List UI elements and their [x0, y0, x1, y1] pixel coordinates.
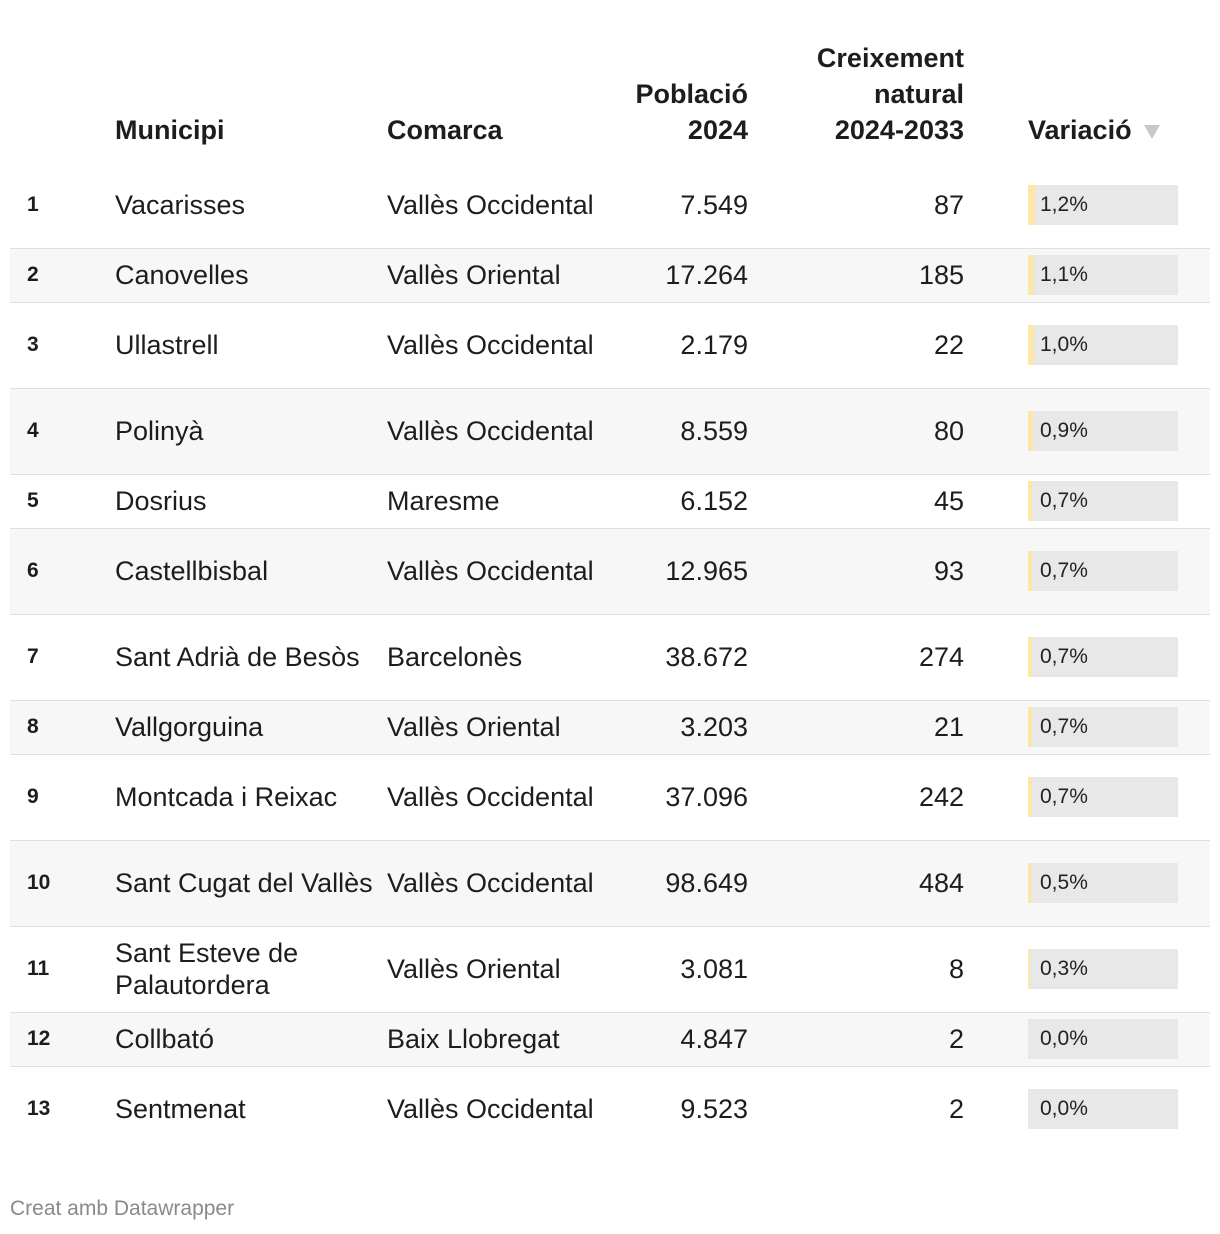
- variacio-cell: [964, 926, 1210, 1012]
- comarca-cell: Vallès Occidental: [387, 189, 594, 220]
- header-comarca[interactable]: Comarca: [387, 115, 503, 145]
- variacio-cell: [964, 528, 1210, 614]
- variacio-label: 0,0%: [1040, 1097, 1088, 1121]
- comarca-cell: Vallès Occidental: [387, 330, 594, 360]
- comarca-cell: Barcelonès: [387, 642, 523, 672]
- rank-cell: 3: [27, 333, 39, 356]
- poblacio-cell: 3.081: [680, 954, 748, 984]
- poblacio-cell: 2.179: [680, 330, 748, 360]
- municipi-cell: Collbató: [115, 1012, 387, 1066]
- variacio-bar-track: [1028, 1019, 1178, 1059]
- variacio-bar-track: [1028, 777, 1178, 817]
- variacio-cell: [964, 474, 1210, 528]
- variacio-bar-track: [1028, 637, 1178, 677]
- municipi-cell: Polinyà: [115, 388, 387, 474]
- variacio-bar-track: [1028, 185, 1178, 225]
- comarca-cell: Baix Llobregat: [387, 1012, 612, 1066]
- variacio-bar-track: [1028, 707, 1178, 747]
- footer-credit[interactable]: Creat amb Datawrapper: [10, 1197, 235, 1220]
- rank-cell: 5: [27, 489, 39, 512]
- variacio-bar-track: [1028, 551, 1178, 591]
- rank-cell: 2: [10, 248, 115, 302]
- table-body: [10, 162, 1210, 1152]
- variacio-cell: [964, 754, 1210, 840]
- creixement-cell: 80: [748, 388, 964, 474]
- variacio-label: 1,2%: [1040, 192, 1088, 216]
- variacio-bar: [1028, 777, 1032, 817]
- creixement-cell: 87: [933, 189, 964, 220]
- variacio-cell: [964, 388, 1210, 474]
- variacio-label: 0,7%: [1040, 785, 1088, 808]
- creixement-cell: 242: [918, 782, 964, 812]
- variacio-cell: [964, 162, 1210, 248]
- variacio-label: 1,1%: [1040, 263, 1088, 286]
- variacio-bar-track: [1028, 949, 1178, 989]
- variacio-cell: [964, 248, 1210, 302]
- variacio-cell: [964, 1066, 1210, 1152]
- variacio-cell: [964, 614, 1210, 700]
- municipi-cell: Sentmenat: [115, 1094, 246, 1125]
- creixement-cell: 21: [748, 700, 964, 754]
- poblacio-cell: 8.559: [612, 388, 748, 474]
- variacio-bar: [1028, 255, 1034, 295]
- creixement-cell: 93: [748, 528, 964, 614]
- variacio-bar: [1028, 551, 1032, 591]
- municipi-cell: Castellbisbal: [115, 528, 387, 614]
- rank-cell: 4: [10, 388, 115, 474]
- comarca-cell: Vallès Occidental: [387, 528, 612, 614]
- poblacio-cell: 12.965: [612, 528, 748, 614]
- table-row: [10, 700, 1210, 754]
- creixement-cell: 8: [948, 954, 964, 984]
- comarca-cell: Vallès Occidental: [387, 840, 612, 926]
- municipi-cell: Ullastrell: [115, 330, 219, 360]
- table-row: [10, 248, 1210, 302]
- municipi-cell: Vacarisses: [115, 189, 246, 220]
- header-creixement-line2: natural: [873, 79, 964, 109]
- variacio-bar-track: [1028, 481, 1178, 521]
- header-rank: [10, 40, 115, 162]
- rank-cell: 12: [10, 1012, 115, 1066]
- rank-cell: 7: [27, 645, 39, 668]
- comarca-cell: Vallès Oriental: [387, 954, 561, 984]
- creixement-cell: 2: [748, 1012, 964, 1066]
- variacio-bar: [1028, 637, 1032, 677]
- variacio-bar: [1028, 863, 1031, 903]
- rank-cell: 11: [27, 957, 50, 980]
- header-creixement[interactable]: [748, 40, 964, 162]
- comarca-cell: Vallès Occidental: [387, 782, 594, 812]
- table-row: [10, 1012, 1210, 1066]
- municipi-cell: Vallgorguina: [115, 700, 387, 754]
- comarca-cell: Vallès Occidental: [387, 1094, 594, 1125]
- rank-cell: 6: [10, 528, 115, 614]
- table-row: [10, 162, 1210, 248]
- variacio-cell: [964, 302, 1210, 388]
- variacio-label: 0,7%: [1040, 715, 1088, 738]
- variacio-label: 0,7%: [1040, 489, 1088, 512]
- rank-cell: 8: [10, 700, 115, 754]
- variacio-bar: [1028, 325, 1034, 365]
- creixement-cell: 484: [748, 840, 964, 926]
- rank-cell: 1: [27, 192, 39, 216]
- creixement-cell: 274: [918, 642, 964, 672]
- table-row: [10, 1066, 1210, 1152]
- poblacio-cell: 4.847: [612, 1012, 748, 1066]
- header-row: [10, 40, 1210, 162]
- variacio-bar: [1028, 481, 1032, 521]
- municipi-cell: Dosrius: [115, 486, 207, 516]
- municipi-cell: Montcada i Reixac: [115, 782, 338, 812]
- header-municipi[interactable]: Municipi: [115, 115, 225, 145]
- header-poblacio[interactable]: [612, 40, 748, 162]
- poblacio-cell: 37.096: [665, 782, 748, 812]
- poblacio-cell: 9.523: [680, 1094, 748, 1125]
- variacio-bar: [1028, 411, 1033, 451]
- variacio-label: 0,0%: [1040, 1027, 1088, 1050]
- table-row: [10, 754, 1210, 840]
- variacio-label: 0,3%: [1040, 957, 1088, 980]
- municipi-cell: Sant Cugat del Vallès: [115, 840, 387, 926]
- municipi-cell: Sant Adrià de Besòs: [115, 642, 360, 672]
- poblacio-cell: 98.649: [612, 840, 748, 926]
- header-poblacio-line2: 2024: [687, 115, 748, 145]
- creixement-cell: 22: [933, 330, 964, 360]
- header-creixement-line3: 2024-2033: [834, 115, 964, 145]
- creixement-cell: 2: [948, 1094, 964, 1125]
- variacio-label: 0,5%: [1040, 871, 1088, 894]
- variacio-cell: [964, 840, 1210, 926]
- variacio-bar-track: [1028, 863, 1178, 903]
- header-variacio-label: Variació: [1028, 115, 1132, 145]
- variacio-label: 1,0%: [1040, 333, 1088, 356]
- table-row: [10, 528, 1210, 614]
- variacio-bar-track: [1028, 255, 1178, 295]
- rank-cell: 13: [27, 1097, 51, 1121]
- table-row: [10, 926, 1210, 1012]
- variacio-bar-track: [1028, 1089, 1178, 1129]
- header-poblacio-line1: Població: [635, 79, 748, 109]
- rank-cell: 9: [27, 785, 39, 808]
- table-row: [10, 840, 1210, 926]
- variacio-cell: [964, 700, 1210, 754]
- poblacio-cell: 7.549: [680, 189, 748, 220]
- poblacio-cell: 38.672: [665, 642, 748, 672]
- variacio-label: 0,7%: [1040, 645, 1088, 668]
- creixement-cell: 45: [933, 486, 964, 516]
- variacio-bar-track: [1028, 325, 1178, 365]
- rank-cell: 10: [10, 840, 115, 926]
- table-row: [10, 302, 1210, 388]
- poblacio-cell: 17.264: [612, 248, 748, 302]
- table-row: [10, 388, 1210, 474]
- variacio-label: 0,9%: [1040, 419, 1088, 442]
- table-row: [10, 614, 1210, 700]
- variacio-cell: [964, 1012, 1210, 1066]
- poblacio-cell: 6.152: [680, 486, 748, 516]
- variacio-bar: [1028, 949, 1030, 989]
- comarca-cell: Maresme: [387, 486, 500, 516]
- variacio-bar-track: [1028, 411, 1178, 451]
- municipi-cell: Canovelles: [115, 248, 387, 302]
- table-row: [10, 474, 1210, 528]
- poblacio-cell: 3.203: [612, 700, 748, 754]
- sort-descending-icon[interactable]: [1144, 125, 1160, 139]
- comarca-cell: Vallès Oriental: [387, 700, 612, 754]
- variacio-bar: [1028, 707, 1032, 747]
- comarca-cell: Vallès Occidental: [387, 388, 612, 474]
- creixement-cell: 185: [748, 248, 964, 302]
- variacio-bar: [1028, 185, 1035, 225]
- comarca-cell: Vallès Oriental: [387, 248, 612, 302]
- variacio-label: 0,7%: [1040, 559, 1088, 582]
- municipi-cell: Sant Esteve de Palautordera: [115, 938, 299, 1000]
- header-creixement-line1: Creixement: [816, 43, 964, 73]
- header-variacio[interactable]: [964, 40, 1210, 162]
- data-table: [10, 40, 1210, 1152]
